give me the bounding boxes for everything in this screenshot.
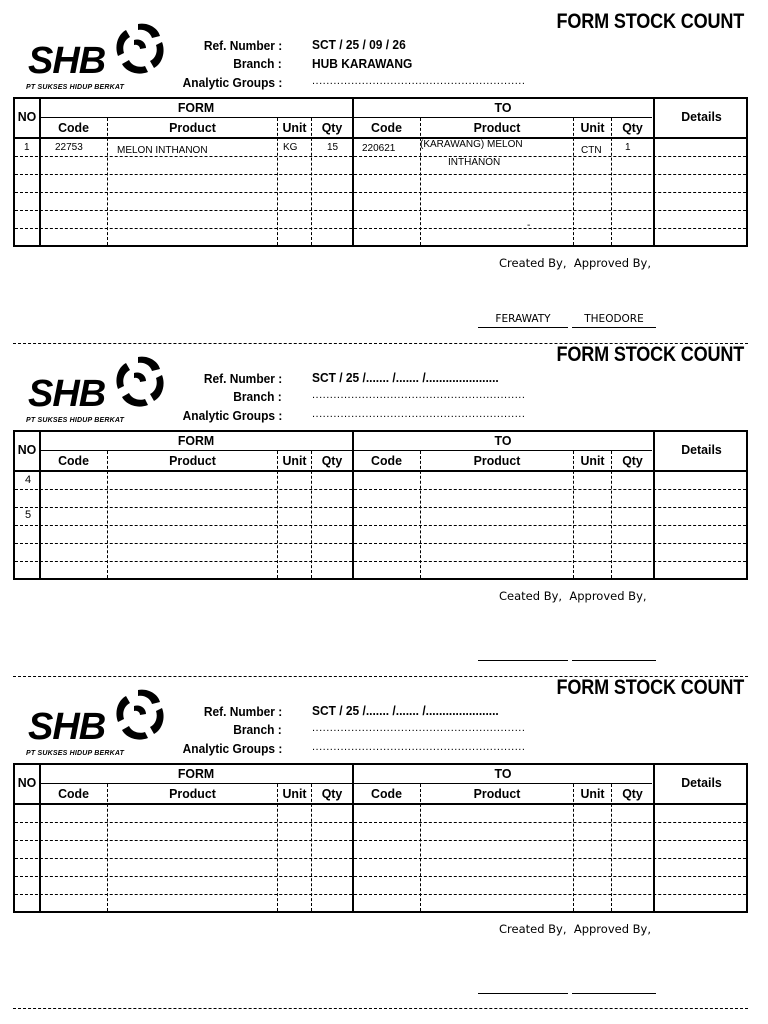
col-divider [611, 118, 612, 245]
header-no: NO [17, 775, 37, 790]
header-to-qty: Qty [622, 786, 643, 801]
form-title: FORM STOCK COUNT [556, 676, 744, 699]
logo-wordmark: SHB [28, 373, 106, 415]
col-divider [107, 451, 108, 578]
header-details: Details [681, 442, 722, 457]
header-to-product: Product [473, 120, 521, 135]
stray-mark: - [527, 220, 531, 231]
approved-by-label: Approved By, [573, 256, 652, 270]
stock-table [13, 430, 748, 580]
stock-count-form-2 [0, 333, 768, 666]
header-to-code: Code [371, 120, 402, 135]
row-divider [15, 840, 746, 841]
row-divider [15, 174, 746, 175]
row-divider [15, 543, 746, 544]
header-to: TO [494, 766, 512, 781]
created-by-label: Created By, [499, 256, 567, 270]
created-by-name: FERAWATY [495, 313, 551, 325]
approved-by-label: Approved By, [573, 922, 652, 936]
branch-label: Branch : [233, 722, 282, 737]
col-divider [420, 118, 421, 245]
logo-company-name: PT SUKSES HIDUP BERKAT [26, 750, 125, 757]
approved-by-signature-line [572, 327, 656, 328]
header-bottom-border [15, 470, 746, 472]
col-divider [420, 784, 421, 911]
stock-table [13, 763, 748, 913]
header-form-product: Product [169, 120, 216, 135]
header-form: FORM [177, 766, 215, 781]
branch-value: HUB KARAWANG [312, 56, 413, 71]
col-divider-details [653, 99, 655, 245]
ref-number-value: SCT / 25 /....... /....... /...................... [312, 370, 499, 385]
header-bottom-border [15, 803, 746, 805]
header-to-unit: Unit [580, 453, 605, 468]
analytic-groups-value: ............................................................ [312, 408, 526, 420]
row-no: 1 [24, 142, 30, 153]
header-to-unit: Unit [580, 786, 605, 801]
header-divider [40, 450, 652, 451]
ref-number-label: Ref. Number : [203, 704, 282, 719]
header-form-unit: Unit [282, 786, 307, 801]
col-divider [107, 784, 108, 911]
col-divider [611, 784, 612, 911]
created-by-signature-line [478, 993, 568, 994]
row-form-unit: KG [283, 142, 298, 153]
row-divider [15, 525, 746, 526]
col-divider [420, 451, 421, 578]
approved-by-signature-line [572, 660, 656, 661]
row-to-product: INTHANON [448, 157, 501, 168]
col-divider [573, 784, 574, 911]
logo-company-name: PT SUKSES HIDUP BERKAT [26, 417, 125, 424]
cut-line [13, 343, 748, 344]
row-divider [15, 489, 746, 490]
col-divider [277, 784, 278, 911]
header-no: NO [17, 442, 37, 457]
ref-number-label: Ref. Number : [203, 371, 282, 386]
stock-count-form-3 [0, 666, 768, 999]
analytic-groups-label: Analytic Groups : [182, 75, 282, 90]
col-divider [277, 118, 278, 245]
header-to: TO [494, 100, 512, 115]
col-divider [311, 118, 312, 245]
header-no: NO [17, 109, 37, 124]
header-form-code: Code [58, 453, 89, 468]
row-to-code: 220621 [362, 143, 396, 154]
logo-company-name: PT SUKSES HIDUP BERKAT [26, 84, 125, 91]
header-to-product: Product [473, 786, 521, 801]
header-to-qty: Qty [622, 453, 643, 468]
row-divider [15, 858, 746, 859]
analytic-groups-value: ............................................................ [312, 741, 526, 753]
header-form-product: Product [169, 786, 216, 801]
row-divider [15, 192, 746, 193]
col-divider [573, 451, 574, 578]
logo-wordmark: SHB [28, 706, 106, 748]
row-form-qty: 15 [327, 142, 339, 153]
header-form-qty: Qty [321, 120, 343, 135]
company-logo [26, 20, 166, 91]
branch-value: ............................................................ [312, 389, 526, 401]
header-bottom-border [15, 137, 746, 139]
header-divider [40, 117, 652, 118]
col-divider [277, 451, 278, 578]
col-divider-details [653, 765, 655, 911]
created-by-label: Ceated By, [499, 589, 563, 603]
header-form-code: Code [58, 120, 89, 135]
header-details: Details [681, 775, 722, 790]
created-by-label: Created By, [499, 922, 567, 936]
header-form: FORM [177, 433, 215, 448]
row-divider [15, 876, 746, 877]
analytic-groups-value: ............................................................ [312, 75, 526, 87]
col-divider [107, 118, 108, 245]
analytic-groups-label: Analytic Groups : [182, 741, 282, 756]
branch-label: Branch : [233, 56, 282, 71]
branch-value: ............................................................ [312, 722, 526, 734]
header-to-code: Code [371, 786, 402, 801]
row-form-product: MELON INTHANON [117, 145, 208, 156]
cut-line [13, 1008, 748, 1009]
header-form: FORM [177, 100, 215, 115]
created-by-signature-line [478, 660, 568, 661]
row-divider [15, 894, 746, 895]
col-divider-details [653, 432, 655, 578]
logo-swirl-icon [110, 686, 166, 742]
ref-number-value: SCT / 25 /....... /....... /...................... [312, 703, 499, 718]
approved-by-name: THEODORE [584, 313, 644, 325]
approved-by-signature-line [572, 993, 656, 994]
header-form-qty: Qty [321, 786, 343, 801]
col-divider [573, 118, 574, 245]
row-no: 5 [25, 509, 32, 521]
row-divider [15, 507, 746, 508]
signature-labels [499, 256, 651, 270]
row-form-code: 22753 [55, 142, 83, 153]
header-details: Details [681, 109, 722, 124]
row-to-unit: CTN [581, 145, 602, 156]
header-form-unit: Unit [282, 120, 307, 135]
company-logo [26, 353, 166, 424]
form-title: FORM STOCK COUNT [556, 343, 744, 366]
form-title: FORM STOCK COUNT [556, 10, 744, 33]
header-to-qty: Qty [622, 120, 643, 135]
header-form-qty: Qty [321, 453, 343, 468]
col-divider [611, 451, 612, 578]
header-to: TO [494, 433, 512, 448]
company-logo [26, 686, 166, 757]
row-no: 4 [25, 474, 32, 486]
row-divider [15, 228, 746, 229]
row-divider [15, 156, 746, 157]
stock-count-form-1 [0, 0, 768, 333]
ref-number-label: Ref. Number : [203, 38, 282, 53]
analytic-groups-label: Analytic Groups : [182, 408, 282, 423]
signature-labels [499, 922, 651, 936]
header-to-unit: Unit [580, 120, 605, 135]
approved-by-label: Approved By, [569, 589, 647, 603]
logo-wordmark: SHB [28, 40, 106, 82]
header-divider [40, 783, 652, 784]
header-to-product: Product [473, 453, 521, 468]
logo-swirl-icon [110, 353, 166, 409]
col-divider [311, 784, 312, 911]
cut-line [13, 676, 748, 677]
ref-number-value: SCT / 25 / 09 / 26 [312, 37, 406, 52]
logo-swirl-icon [110, 20, 166, 76]
stock-table [13, 97, 748, 247]
header-to-code: Code [371, 453, 402, 468]
header-form-product: Product [169, 453, 216, 468]
header-form-unit: Unit [282, 453, 307, 468]
signature-labels [499, 589, 647, 603]
header-form-code: Code [58, 786, 89, 801]
row-divider [15, 822, 746, 823]
col-divider [311, 451, 312, 578]
row-divider [15, 561, 746, 562]
row-to-product: (KARAWANG) MELON [420, 139, 523, 150]
created-by-signature-line [478, 327, 568, 328]
row-to-qty: 1 [625, 142, 631, 153]
branch-label: Branch : [233, 389, 282, 404]
row-divider [15, 210, 746, 211]
